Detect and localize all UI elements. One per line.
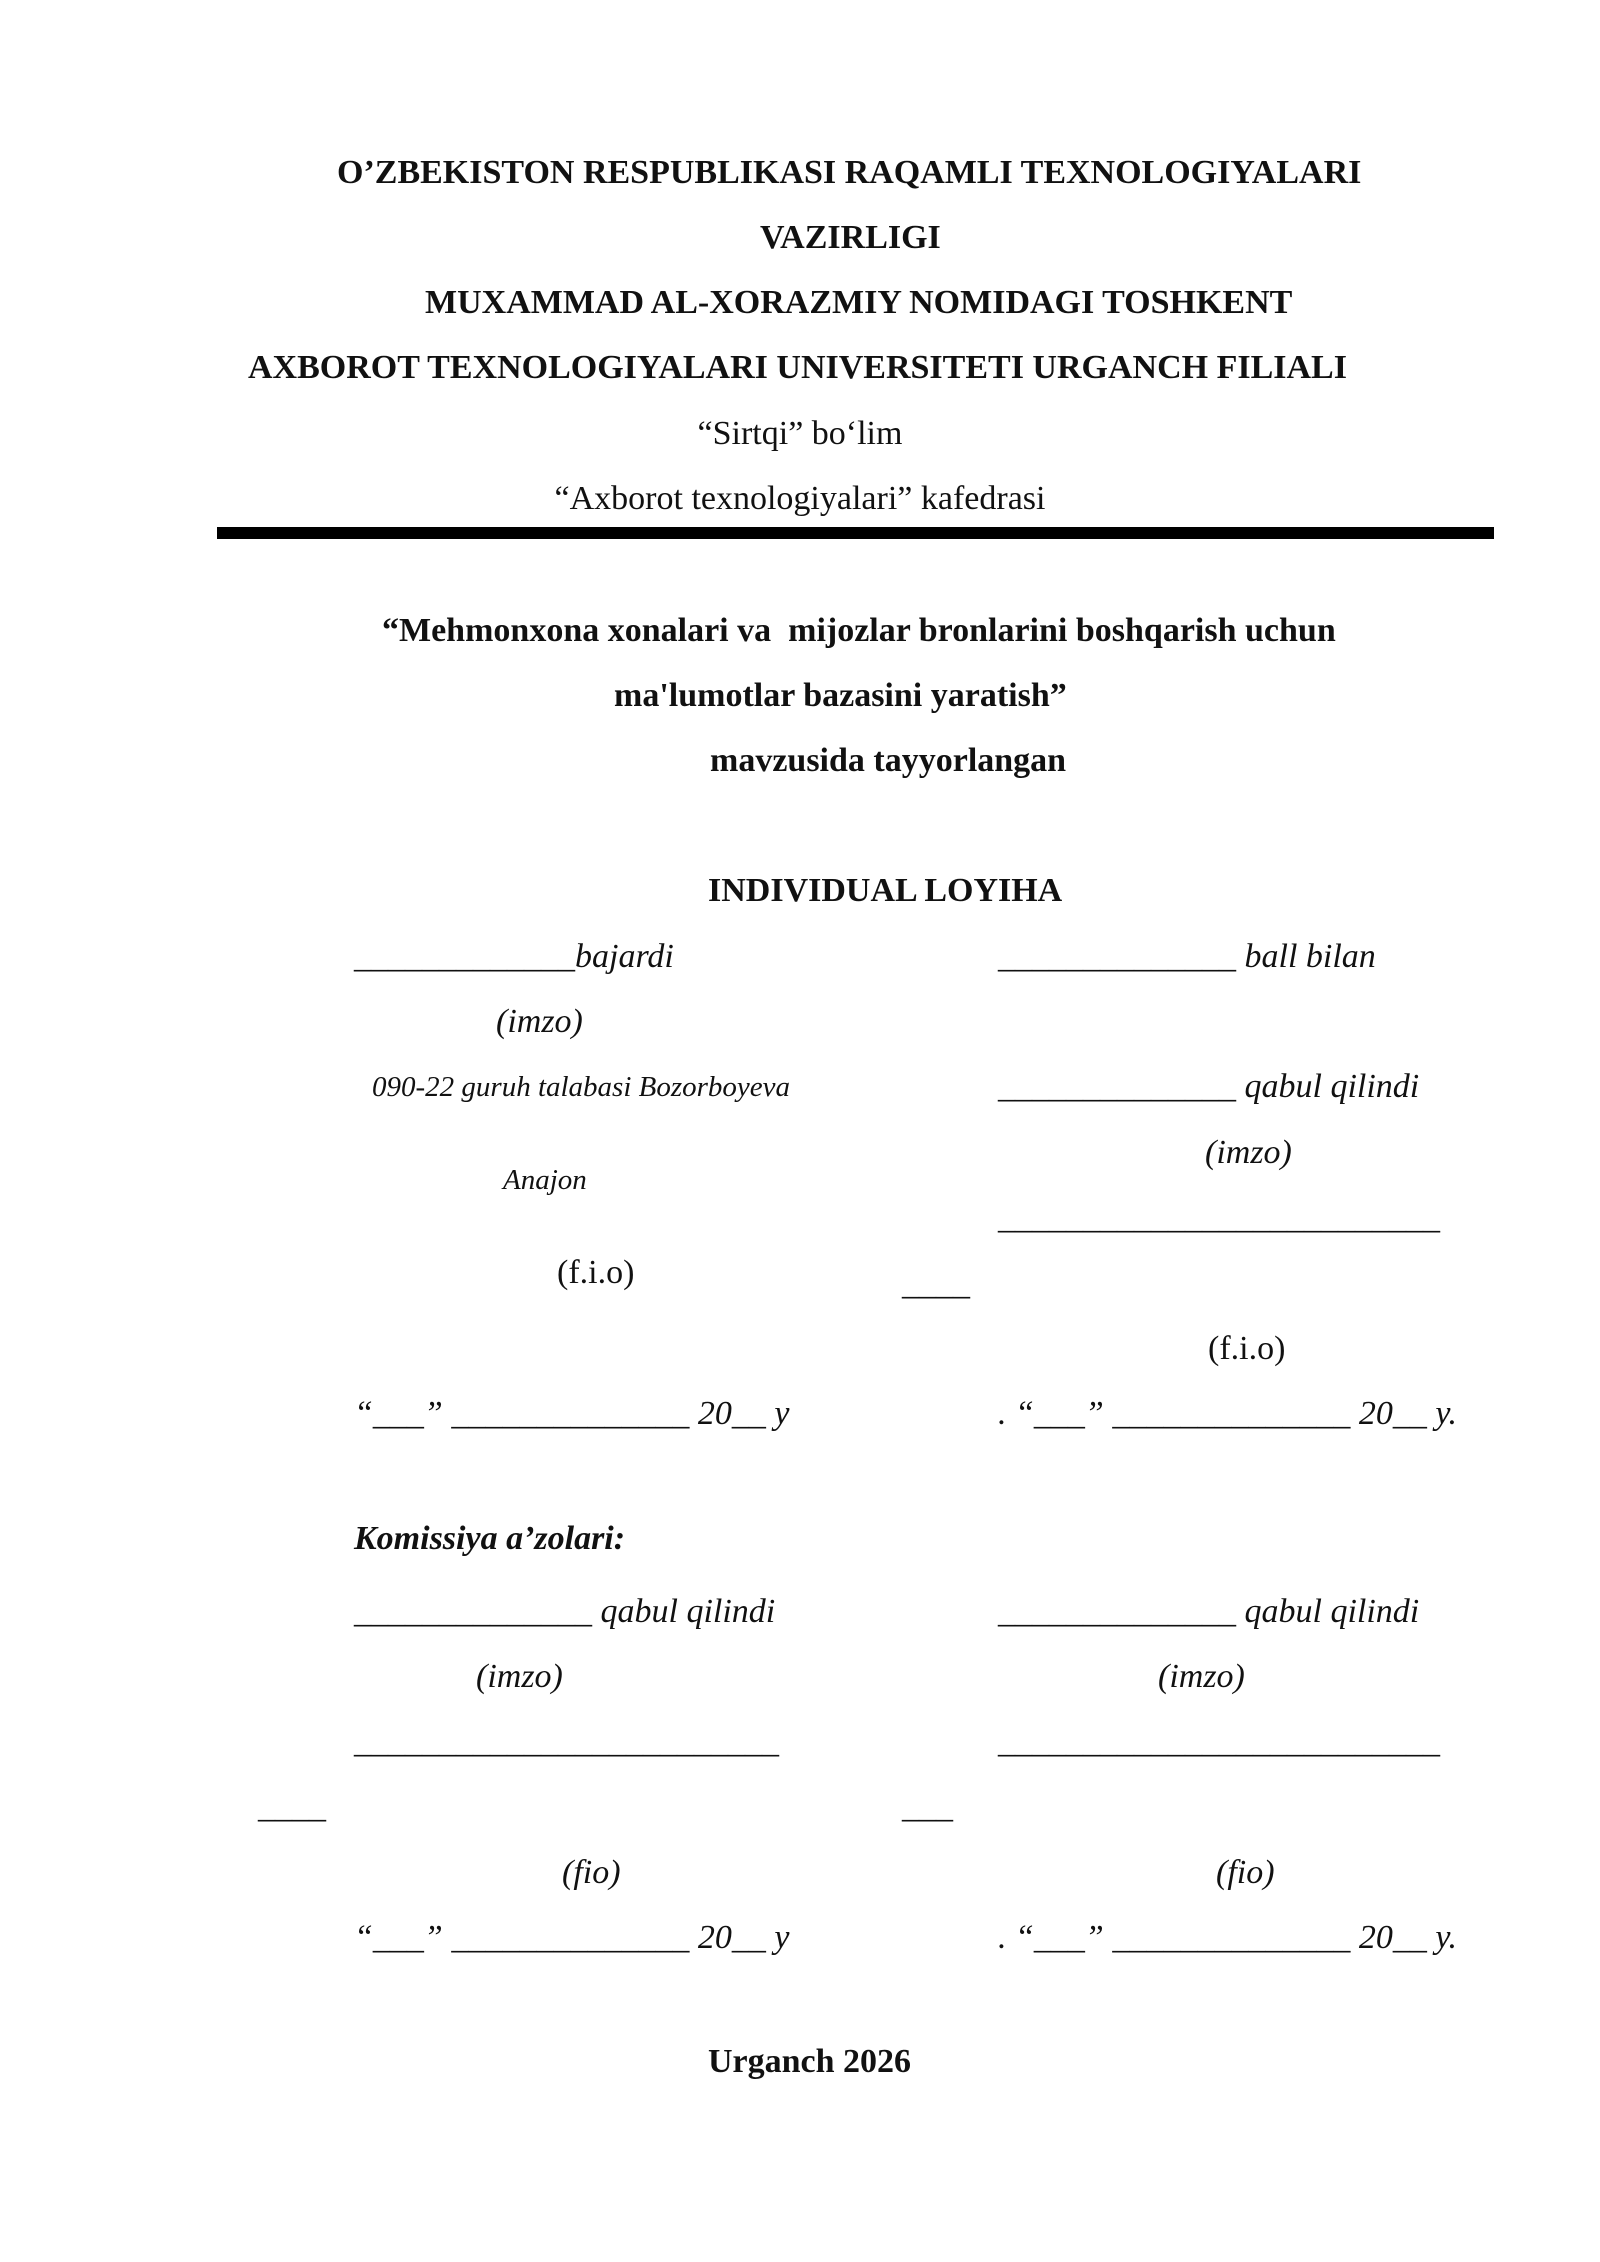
student-fio-label: (f.i.o) (557, 1254, 635, 1291)
commission-left-imzo-label: (imzo) (476, 1658, 563, 1695)
commission-left-fio-line: _________________________ (354, 1723, 779, 1760)
topic-line1: “Mehmonxona xonalari va mijozlar bronlarini boshqarish uchun (382, 612, 1336, 649)
topic-line2: ma'lumotlar bazasini yaratish” (614, 677, 1067, 714)
commission-right-qabul-line: ______________ qabul qilindi (998, 1593, 1420, 1630)
document-type: INDIVIDUAL LOYIHA (708, 872, 1063, 909)
commission-right-fio-line: __________________________ (998, 1723, 1440, 1760)
header-divider (217, 527, 1494, 539)
student-imzo-label: (imzo) (496, 1003, 583, 1040)
topic-line3: mavzusida tayyorlangan (710, 742, 1067, 779)
commission-right-imzo-label: (imzo) (1158, 1658, 1245, 1695)
university-title-line2: AXBOROT TEXNOLOGIYALARI UNIVERSITETI URGANCH FILIALI (248, 349, 1347, 386)
teacher-fio-line: __________________________ (998, 1199, 1440, 1236)
student-info-line2: Anajon (503, 1164, 587, 1196)
department-name: “Sirtqi” bo‘lim (697, 415, 903, 452)
teacher-fio-line-tail: ____ (902, 1265, 970, 1302)
commission-right-fio-line-tail: ___ (902, 1788, 953, 1825)
commission-heading: Komissiya a’zolari: (354, 1520, 626, 1557)
teacher-date-line: . “___” ______________ 20__ y. (998, 1395, 1458, 1432)
place-and-year: Urganch 2026 (708, 2043, 912, 2080)
commission-left-qabul-line: ______________ qabul qilindi (354, 1593, 776, 1630)
ministry-title-line2: VAZIRLIGI (760, 219, 941, 256)
commission-left-date-line: “___” ______________ 20__ y (354, 1919, 790, 1956)
teacher-ball-line: ______________ ball bilan (998, 938, 1376, 975)
teacher-fio-label: (f.i.o) (1208, 1330, 1286, 1367)
ministry-title-line1: O’ZBEKISTON RESPUBLIKASI RAQAMLI TEXNOLOGIYALARI (337, 154, 1362, 191)
commission-right-fio-label: (fio) (1216, 1854, 1275, 1891)
student-signature-line: _____________bajardi (354, 938, 674, 975)
teacher-qabul-line: ______________ qabul qilindi (998, 1068, 1420, 1105)
student-info-line1: 090-22 guruh talabasi Bozorboyeva (372, 1071, 791, 1103)
commission-left-fio-label: (fio) (562, 1854, 621, 1891)
university-title-line1: MUXAMMAD AL-XORAZMIY NOMIDAGI TOSHKENT (425, 284, 1293, 321)
commission-left-fio-line-tail: ____ (258, 1788, 326, 1825)
teacher-imzo-label: (imzo) (1205, 1134, 1292, 1171)
chair-name: “Axborot texnologiyalari” kafedrasi (554, 480, 1046, 517)
student-date-line: “___” ______________ 20__ y (354, 1395, 790, 1432)
commission-right-date-line: . “___” ______________ 20__ y. (998, 1919, 1458, 1956)
